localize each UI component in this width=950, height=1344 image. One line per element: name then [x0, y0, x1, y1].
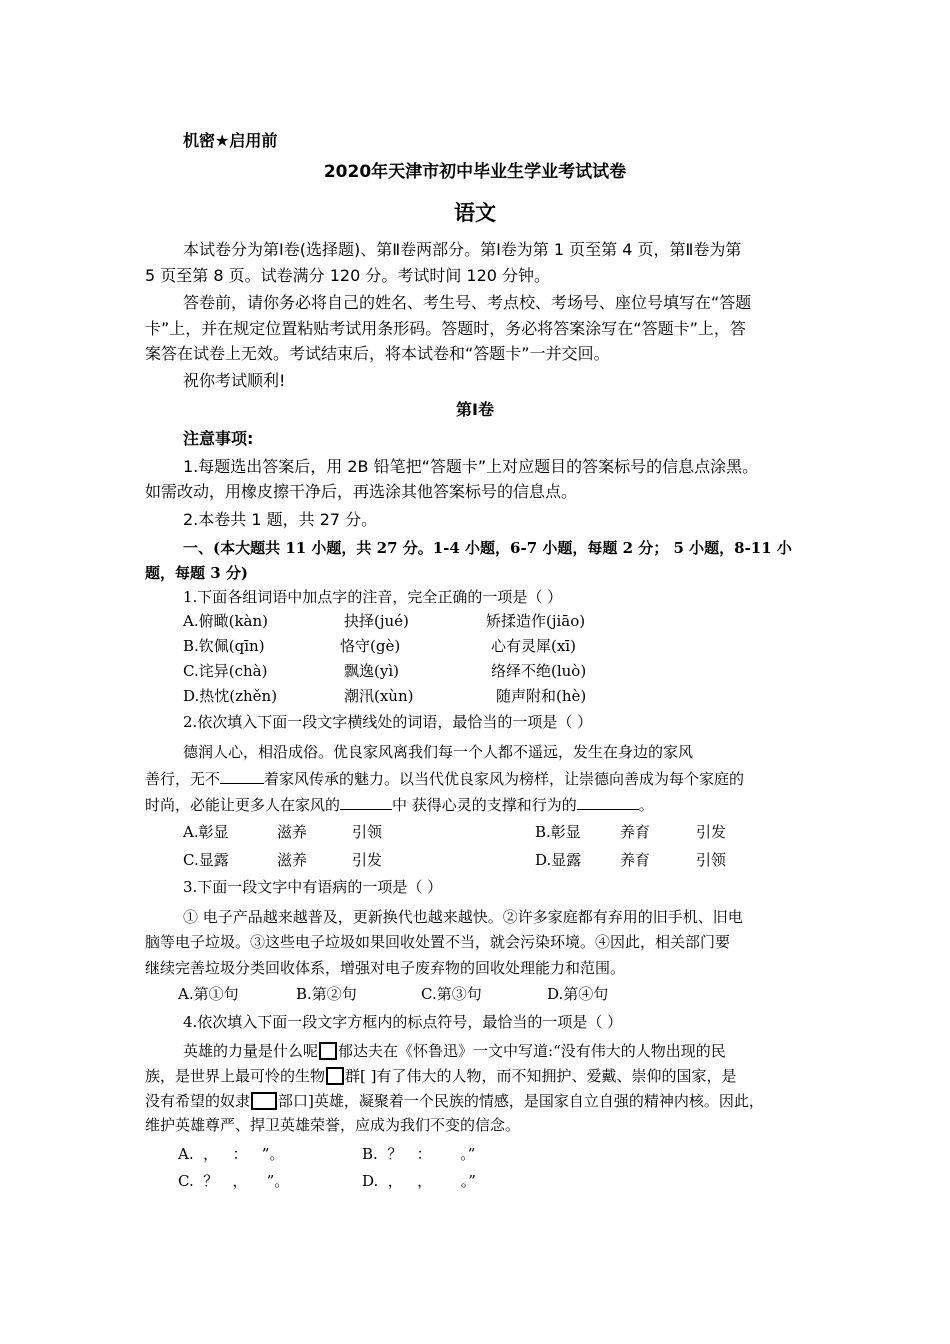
q1-option-c: C.诧异(chà) — [183, 662, 268, 680]
q4-passage-line1 — [183, 1039, 726, 1063]
intro-p2-line3: 案答在试卷上无效。考试结束后，将本试卷和“答题卡”一并交回。 — [145, 344, 610, 363]
q4-punctuation-box-3 — [251, 1092, 277, 1110]
q1-option-d: D.热忱(zhěn) — [183, 687, 278, 705]
q1-stem: 1.下面各组词语中加点字的注音，完全正确的一项是（ ） — [183, 588, 563, 606]
q3-option-c: C.第③句 — [421, 985, 482, 1003]
good-luck-text: 祝你考试顺利! — [183, 371, 286, 390]
q2-blank-1 — [220, 769, 264, 784]
q2-passage-line2-start: 善行，无不 — [145, 770, 221, 788]
q4-option-a: A. ， ： ”。 — [178, 1145, 285, 1163]
intro-p1-line2: 5 页至第 8 页。试卷满分 120 分。考试时间 120 分钟。 — [145, 266, 551, 285]
intro-p1-line1: 本试卷分为第Ⅰ卷(选择题)、第Ⅱ卷两部分。第Ⅰ卷为第 1 页至第 4 页，第Ⅱ卷为第 — [183, 240, 742, 259]
q2-option-b-word3: 引发 — [696, 823, 727, 841]
q3-option-d: D.第④句 — [547, 985, 609, 1003]
q1-option-b-word3: 心有灵犀(xī) — [491, 637, 576, 655]
q4-passage-line4: 维护英雄尊严、捍卫英雄荣誉，应成为我们不变的信念。 — [145, 1116, 521, 1134]
q4-passage-line2-start: 族，是世界上最可怜的生物 — [145, 1067, 326, 1085]
q4-passage-line3-start: 没有希望的奴隶 — [145, 1092, 251, 1110]
q2-option-c-word3: 引发 — [352, 851, 383, 869]
q1-option-d-word3: 随声附和(hè) — [496, 687, 587, 705]
exam-title: 2020年天津市初中毕业生学业考试试卷 — [323, 162, 627, 182]
q1-option-b-word2: 恪守(gè) — [340, 637, 401, 655]
q1-option-d-word2: 潮汛(xùn) — [344, 687, 414, 705]
intro-p2-line1: 答卷前，请你务必将自己的姓名、考生号、考点校、考场号、座位号填写在“答题 — [183, 293, 752, 312]
notice-item-1-line1: 1.每题选出答案后，用 2B 铅笔把“答题卡”上对应题目的答案标号的信息点涂黑。 — [183, 457, 759, 476]
q2-option-d-word2: 养育 — [620, 851, 651, 869]
q1-option-b: B.钦佩(qīn) — [183, 637, 265, 655]
q2-passage-line1: 德润人心，相沿成俗。优良家风离我们每一个人都不遥远，发生在身边的家风 — [183, 743, 694, 761]
q2-option-d-word3: 引领 — [696, 851, 727, 869]
q4-passage-line2-end: 群[ ]有了伟大的人物，而不知拥护、爱戴、崇仰的国家，是 — [345, 1067, 737, 1085]
q2-passage-line2-end: 着家风传承的魅力。以当代优良家风为榜样，让崇德向善成为每个家庭的 — [264, 770, 745, 788]
q2-option-a-word3: 引领 — [352, 823, 383, 841]
intro-p2-line2: 卡”上，并在规定位置粘贴考试用条形码。答题时，务必将答案涂写在“答题卡”上，答 — [145, 319, 746, 338]
q2-stem: 2.依次填入下面一段文字横线处的词语，最恰当的一项是（ ） — [183, 713, 593, 731]
q2-option-b: B.彰显 — [535, 823, 581, 841]
q2-blank-2 — [340, 795, 392, 810]
q1-option-a-word2: 抉择(jué) — [344, 612, 409, 630]
q1-option-c-word3: 络绎不绝(luò) — [491, 662, 587, 680]
q4-passage-line1-start: 英雄的力量是什么呢 — [183, 1042, 319, 1060]
q2-passage-line3-start: 时尚，必能让更多人在家风的 — [145, 796, 341, 814]
q4-punctuation-box-1 — [319, 1042, 337, 1060]
confidential-label: 机密★启用前 — [183, 131, 278, 150]
q4-option-c: C. ？ ， ”。 — [178, 1172, 290, 1190]
q2-passage-line3-end: 。 — [638, 796, 654, 814]
notice-item-2: 2.本卷共 1 题，共 27 分。 — [183, 510, 378, 529]
q1-option-c-word2: 飘逸(yì) — [344, 662, 399, 680]
part1-heading: 第Ⅰ卷 — [456, 400, 494, 419]
q4-option-d: D. ， ， 。” — [362, 1172, 476, 1190]
notice-title: 注意事项: — [183, 429, 254, 448]
q3-passage-line2: 脑等电子垃圾。③这些电子垃圾如果回收处置不当，就会污染环境。④因此，相关部门要 — [145, 933, 731, 951]
q2-passage-line3 — [145, 793, 654, 817]
q2-option-a-word2: 滋养 — [277, 823, 308, 841]
q4-option-b: B. ？ ： 。” — [362, 1145, 476, 1163]
q2-option-d: D.显露 — [535, 851, 582, 869]
q2-option-c-word2: 滋养 — [277, 851, 308, 869]
q2-option-c: C.显露 — [183, 851, 229, 869]
q3-option-b: B.第②句 — [296, 985, 357, 1003]
q2-passage-line2 — [145, 767, 744, 791]
q1-option-a: A.俯瞰(kàn) — [183, 612, 268, 630]
section-header-line1: 一、(本大题共 11 小题，共 27 分。1-4 小题，6-7 小题，每题 2 分； 5 小题，8-11 小 — [183, 539, 792, 557]
q4-stem: 4.依次填入下面一段文字方框内的标点符号，最恰当的一项是（ ） — [183, 1013, 623, 1031]
q2-passage-line3-mid: 中 获得心灵的支撑和行为的 — [392, 796, 577, 814]
section-header-line2: 题，每题 3 分) — [145, 564, 248, 582]
q4-passage-line1-end: 郁达夫在《怀鲁迅》一文中写道:“没有伟大的人物出现的民 — [338, 1042, 726, 1060]
notice-item-1-line2: 如需改动，用橡皮擦干净后，再选涂其他答案标号的信息点。 — [145, 482, 578, 501]
q3-passage-line3: 继续完善垃圾分类回收体系，增强对电子废弃物的回收处理能力和范围。 — [145, 959, 626, 977]
q1-option-a-word3: 矫揉造作(jiāo) — [486, 612, 586, 630]
q4-passage-line2 — [145, 1064, 737, 1088]
q2-blank-3 — [577, 795, 639, 810]
q3-passage-line1: ① 电子产品越来越普及，更新换代也越来越快。②许多家庭都有弃用的旧手机、旧电 — [183, 908, 743, 926]
q4-passage-line3 — [145, 1089, 764, 1113]
subject-title: 语文 — [454, 201, 496, 225]
q3-stem: 3.下面一段文字中有语病的一项是（ ） — [183, 878, 443, 896]
q4-passage-line3-end: 部口]英雄，凝聚着一个民族的情感，是国家自立自强的精神内核。因此， — [278, 1092, 764, 1110]
q2-option-a: A.彰显 — [183, 823, 229, 841]
q4-punctuation-box-2 — [326, 1067, 344, 1085]
q3-option-a: A.第①句 — [178, 985, 239, 1003]
q2-option-b-word2: 养育 — [620, 823, 651, 841]
